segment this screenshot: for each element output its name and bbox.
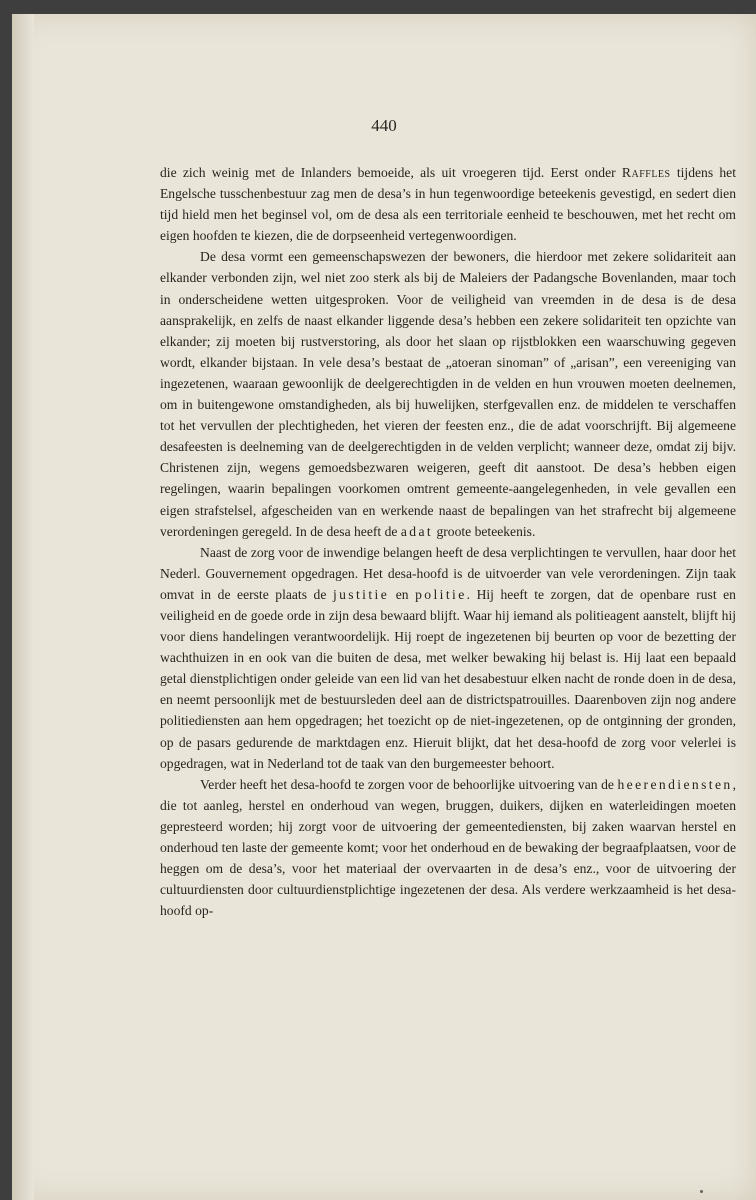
- term-adat-spaced: adat: [400, 523, 434, 539]
- text-run: tijdens het Engelsche tusschenbestuur zag men de desa’s in hun tegenwoordige beteekenis gevestigd, en sedert dien tijd hield men het beginsel vol, om de desa als een territoriale eenheid te beschouwen, met het recht om eigen hoofden te kiezen, die de dorpseenheid vertegenwoordigen.: [160, 165, 736, 244]
- page-gutter: [12, 14, 34, 1200]
- page-number: 440: [371, 116, 397, 135]
- term-heerendiensten: heerendiensten: [617, 776, 733, 792]
- text-run: Naast de zorg voor de inwendige belangen heeft de desa verplichtingen te vervullen, haar door het Nederl. Gouvernement opgedragen. Het desa-hoofd is de uitvoerder van vele verordeningen. Zijn taak omvat in de eerste plaats de: [160, 544, 736, 602]
- paper-speck: [700, 1190, 703, 1193]
- text-run: voorschrijft. Bij algemeene desafeesten is deelneming van de deelgerechtigden in de velden verplicht; wanneer deze, omdat zij bijv. Christenen zijn, wegens gemoedsbezwaren weigeren, geeft dit aanstoot. De desa’s hebben eigen regelingen, waarin bepalingen voorkomen omtrent gemeente-aangelegenheden, in vele gevallen een eigen strafstelsel, afgescheiden van en werkende naast de bepalingen van het strafrecht bij algemeene verordeningen geregeld. In de desa heeft de: [160, 418, 736, 539]
- term-justitie: justitie: [332, 586, 390, 602]
- text-run: Verder heeft het desa-hoofd te zorgen voor de behoorlijke uitvoering van de: [200, 776, 618, 792]
- paragraph-4: [160, 774, 736, 922]
- name-raffles: Raffles: [621, 165, 671, 180]
- term-adat: adat: [557, 418, 581, 434]
- paragraph-2: [160, 246, 736, 541]
- text-run: die zich weinig met de Inlanders bemoeide, als uit vroegeren tijd. Eerst onder: [160, 165, 622, 180]
- text-run: De desa vormt een gemeenschapswezen der bewoners, die hierdoor met zekere solidariteit aan elkander verbonden zijn, wel niet zoo sterk als bij de Maleiers der Padangsche Bovenlanden, maar toch in onderscheidene wetten uitgesproken. Voor de veiligheid van vreemden in de desa is de desa aansprakelijk, en zelfs de naast elkander liggende desa’s hebben een zekere solidariteit ten opzichte van elkander; zij moeten bij rustverstoring, als door het slaan op rijstblokken een waarschuwing gegeven wordt, elkander bijstaan. In vele desa’s bestaat de „atoeran sinoman” of „arisan”, een vereeniging van ingezetenen, waaraan gewoonlijk de deelgerechtigden in de velden en hun vrouwen moeten deelnemen, om in buitengewone omstandigheden, als bij huwelijken, sterfgevallen enz. de middelen te verschaffen tot het vervullen der plechtigheden, het vieren der feesten enz., die de: [160, 249, 736, 434]
- book-page: [12, 14, 756, 1200]
- text-run: , die tot aanleg, herstel en onderhoud van wegen, bruggen, duikers, dijken en waterleidingen moeten gepresteerd worden; hij zorgt voor de uitvoering der gemeentediensten, bij zaken waarvan herstel en onderhoud ten laste der gemeente komt; voor het onderhoud en de bewaking der begraafplaatsen, voor de heggen om de desa’s, voor het materiaal der overvaarten in de desa’s enz., voor de uitvoering der cultuurdiensten door cultuurdienstplichtige ingezetenen der desa. Als verdere werkzaamheid is het desa-hoofd op-: [160, 776, 736, 919]
- text-run: groote beteekenis.: [433, 523, 536, 539]
- text-run: en: [389, 586, 416, 602]
- term-politie: politie: [415, 586, 467, 602]
- body-text: [160, 162, 736, 921]
- paragraph-1: [160, 162, 736, 246]
- text-run: . Hij heeft te zorgen, dat de openbare rust en veiligheid en de goede orde in zijn desa bewaard blijft. Waar hij iemand als politieagent aanstelt, blijft hij voor diens handelingen verantwoordelijk. Hij roept de ingezetenen bij beurten op voor de bezetting der wachthuizen in en ook van die buiten de desa, met welker bewaking hij belast is. Hij laat een bepaald getal dienstplichtigen onder geleide van een lid van het desabestuur elken nacht de ronde doen in de desa, en neemt persoonlijk met de bestuursleden deel aan de districtspatrouilles. Daarenboven zijn nog andere politiediensten aan hem opgedragen; het toezicht op de niet-ingezetenen, op de ontginning der gronden, op de pasars gedurende de marktdagen enz. Hieruit blijkt, dat het desa-hoofd de zorg voor velerlei is opgedragen, wat in Nederland tot de taak van den burgemeester behoort.: [160, 586, 736, 771]
- paragraph-3: [160, 542, 736, 774]
